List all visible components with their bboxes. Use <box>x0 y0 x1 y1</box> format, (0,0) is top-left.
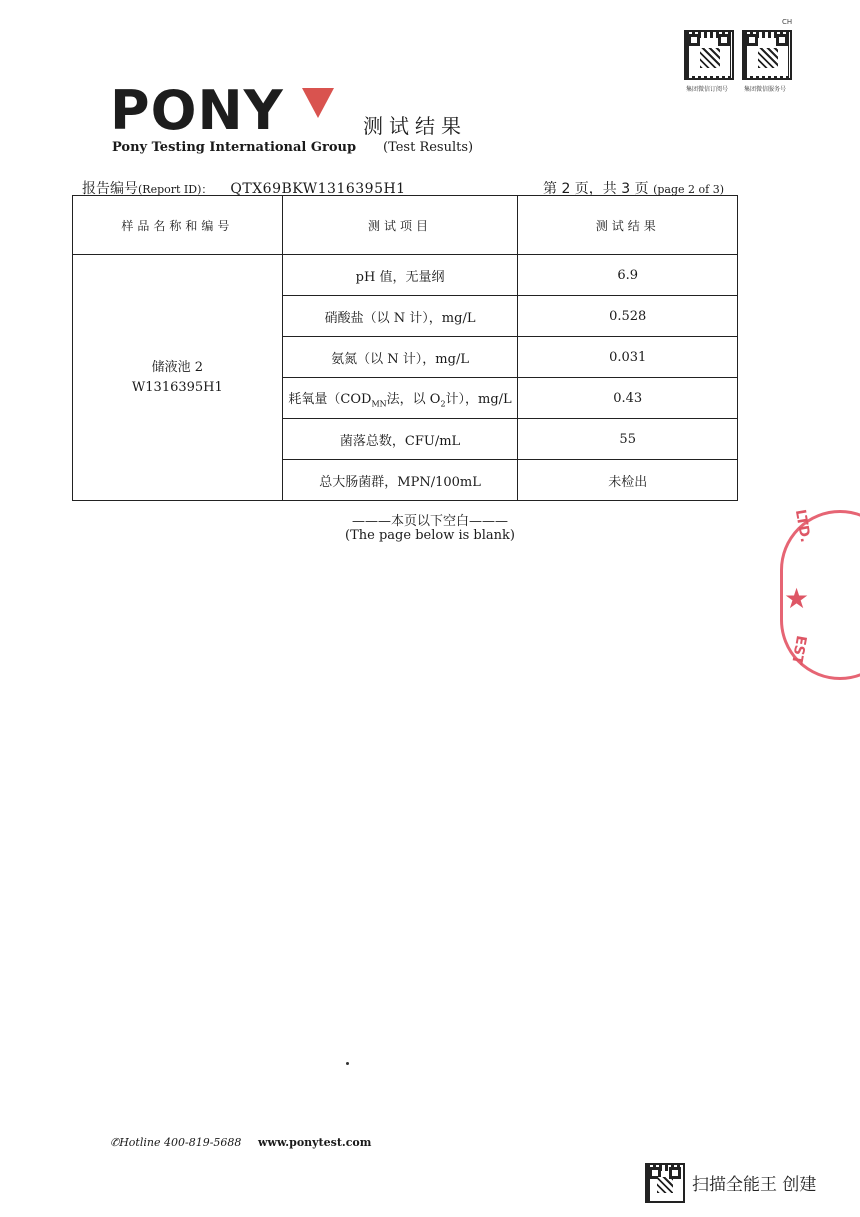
logo-triangle-icon <box>302 88 334 118</box>
test-result: 未检出 <box>518 460 738 501</box>
header-sample: 样品名称和编号 <box>73 196 283 255</box>
phone-icon: ✆ <box>110 1136 120 1149</box>
sample-name: 储液池 2 <box>151 359 204 375</box>
blank-note-cn: ———本页以下空白——— <box>351 514 508 529</box>
test-result: 6.9 <box>518 255 738 296</box>
test-item: 菌落总数，CFU/mL <box>282 419 518 460</box>
company-seal-stamp: LTD. ★ EST <box>780 510 840 680</box>
seal-star-icon: ★ <box>784 582 810 615</box>
report-id-value: QTX69BKW1316395H1 <box>230 181 406 197</box>
hotline: ✆Hotline 400-819-5688 <box>110 1136 242 1149</box>
results-table <box>72 195 738 501</box>
test-item: 耗氧量（$COD_{MN}$法，以 $O_2$计），mg/L <box>282 378 518 419</box>
camscanner-qr-code <box>645 1163 685 1203</box>
sample-id: W1316395H1 <box>131 379 223 395</box>
test-result: 0.528 <box>518 296 738 337</box>
logo-text: PONY <box>110 79 284 142</box>
blank-note-en: (The page below is blank) <box>345 528 515 543</box>
page-title-en: (Test Results) <box>383 140 474 155</box>
header-test-result: 测试结果 <box>518 196 738 255</box>
test-result: 55 <box>518 419 738 460</box>
test-item: 总大肠菌群，MPN/100mL <box>282 460 518 501</box>
table-header-row <box>73 196 738 255</box>
test-result: 0.031 <box>518 337 738 378</box>
wechat-subscription-qr-code <box>684 30 734 80</box>
test-item: 氨氮（以 N 计），mg/L <box>282 337 518 378</box>
table-row <box>73 255 738 296</box>
qr-caption-subscription: 集团微信订阅号 <box>686 86 729 93</box>
page-indicator-en: (page 2 of 3) <box>653 183 724 196</box>
page-indicator-cn: 第 2 页，共 3 页 <box>543 181 649 197</box>
test-item: 硝酸盐（以 N 计），mg/L <box>282 296 518 337</box>
qr-caption-service: 集团微信服务号 <box>744 86 787 93</box>
page-title-cn: 测试结果 <box>363 114 467 138</box>
header-test-item: 测试项目 <box>282 196 518 255</box>
test-item: pH 值，无量纲 <box>282 255 518 296</box>
wechat-service-qr-code <box>742 30 792 80</box>
test-result: 0.43 <box>518 378 738 419</box>
website: www.ponytest.com <box>258 1136 372 1149</box>
report-id-label-cn: 报告编号 <box>82 181 138 197</box>
scan-speck <box>346 1062 349 1065</box>
corner-code: CH <box>782 18 793 26</box>
company-name: Pony Testing International Group <box>112 140 357 155</box>
sample-cell <box>73 255 283 501</box>
pony-logo <box>110 79 284 142</box>
report-id-label-en: (Report ID)： <box>138 183 213 196</box>
scanner-watermark: 扫描全能王 创建 <box>692 1175 817 1195</box>
